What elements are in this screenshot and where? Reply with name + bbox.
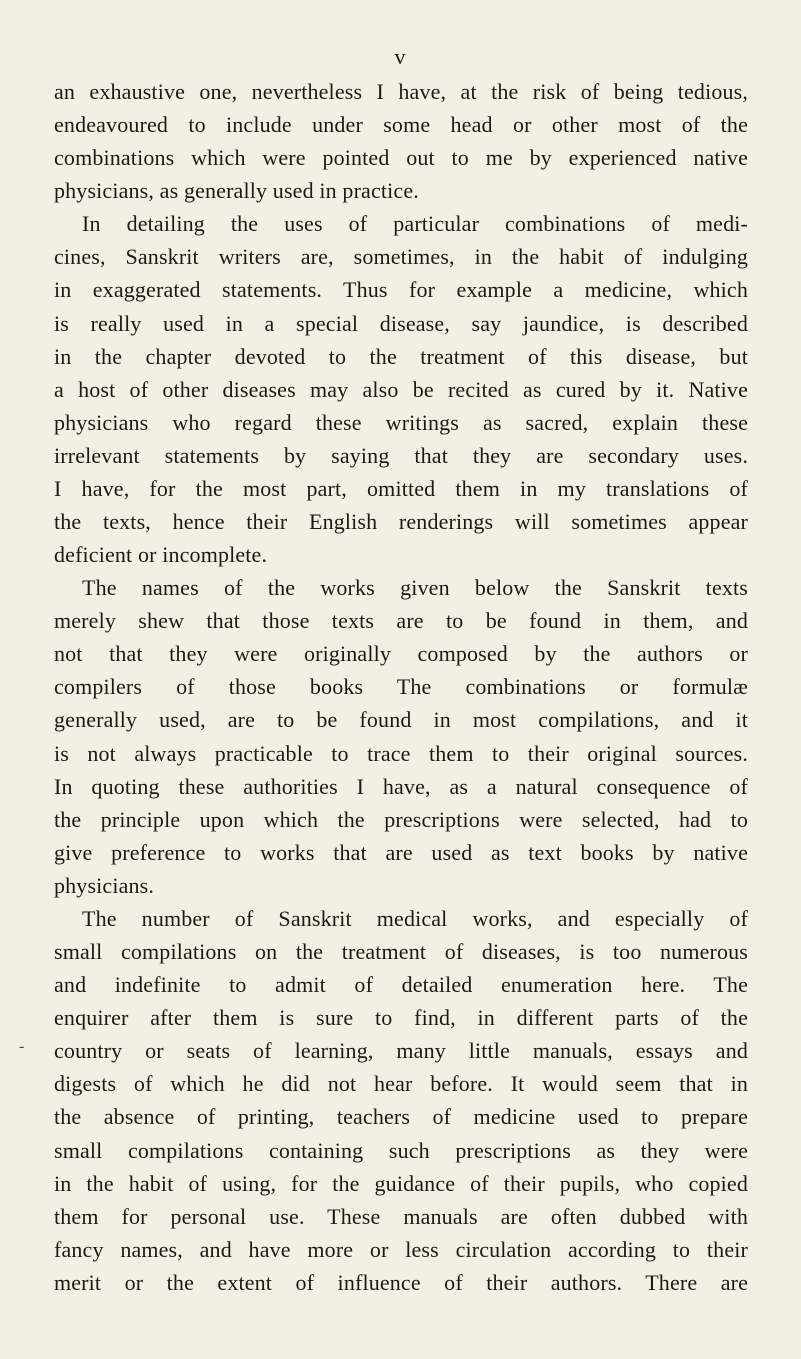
text-line: merely shew that those texts are to be found in them, and bbox=[54, 608, 748, 634]
text-line: and indefinite to admit of detailed enumeration here. The bbox=[54, 972, 748, 998]
text-line: endeavoured to include under some head or other most of the bbox=[54, 112, 748, 138]
text-line: small compilations on the treatment of diseases, is too numerous bbox=[54, 939, 748, 965]
text-line: country or seats of learning, many little manuals, essays and bbox=[54, 1038, 748, 1064]
text-line: physicians, as generally used in practice. bbox=[54, 178, 419, 204]
text-line: cines, Sanskrit writers are, sometimes, in the habit of indulging bbox=[54, 244, 748, 270]
text-line: combinations which were pointed out to me by experienced native bbox=[54, 145, 748, 171]
text-line: merit or the extent of influence of their authors. There are bbox=[54, 1269, 748, 1295]
text-line: is really used in a special disease, say jaundice, is described bbox=[54, 310, 748, 336]
text-line: In quoting these authorities I have, as a natural consequence of bbox=[54, 773, 748, 799]
text-line: in exaggerated statements. Thus for example a medicine, which bbox=[54, 277, 748, 303]
margin-mark: - bbox=[19, 1038, 25, 1055]
text-line: compilers of those books The combinations or formulæ bbox=[54, 674, 748, 700]
text-line: give preference to works that are used as text books by native bbox=[54, 839, 748, 865]
text-line: in the habit of using, for the guidance of their pupils, who copied bbox=[54, 1170, 748, 1196]
text-line: an exhaustive one, nevertheless I have, at the risk of being tedious, bbox=[54, 79, 748, 104]
text-line: not that they were originally composed by the authors or bbox=[54, 641, 748, 667]
paragraph-first-line: In detailing the uses of particular combinations of medi- bbox=[82, 211, 748, 237]
text-line: them for personal use. These manuals are often dubbed with bbox=[54, 1203, 748, 1229]
text-line: irrelevant statements by saying that they are secondary uses. bbox=[54, 442, 748, 468]
text-line: deficient or incomplete. bbox=[54, 542, 268, 568]
paragraph-first-line: The names of the works given below the Sanskrit texts bbox=[82, 575, 748, 601]
text-line: digests of which he did not hear before. It would seem that in bbox=[54, 1071, 748, 1097]
text-line: the principle upon which the prescriptions were selected, had to bbox=[54, 806, 748, 832]
paragraph-first-line: The number of Sanskrit medical works, and especially of bbox=[82, 905, 748, 931]
text-line: the texts, hence their English renderings will sometimes appear bbox=[54, 509, 748, 535]
text-line: small compilations containing such prescriptions as they were bbox=[54, 1137, 748, 1163]
text-line: generally used, are to be found in most compilations, and it bbox=[54, 707, 748, 733]
page-mark: v bbox=[394, 44, 406, 69]
text-line: enquirer after them is sure to find, in different parts of the bbox=[54, 1005, 748, 1031]
text-line: physicians. bbox=[54, 872, 155, 898]
body-text bbox=[54, 75, 748, 1299]
text-line: a host of other diseases may also be recited as cured by it. Native bbox=[54, 376, 748, 402]
text-line: is not always practicable to trace them to their original sources. bbox=[54, 740, 748, 766]
text-line: the absence of printing, teachers of medicine used to prepare bbox=[54, 1104, 748, 1130]
text-line: fancy names, and have more or less circulation according to their bbox=[54, 1236, 748, 1262]
text-line: physicians who regard these writings as sacred, explain these bbox=[54, 409, 748, 435]
text-line: in the chapter devoted to the treatment of this disease, but bbox=[54, 343, 748, 369]
text-line: I have, for the most part, omitted them in my translations of bbox=[54, 475, 748, 501]
